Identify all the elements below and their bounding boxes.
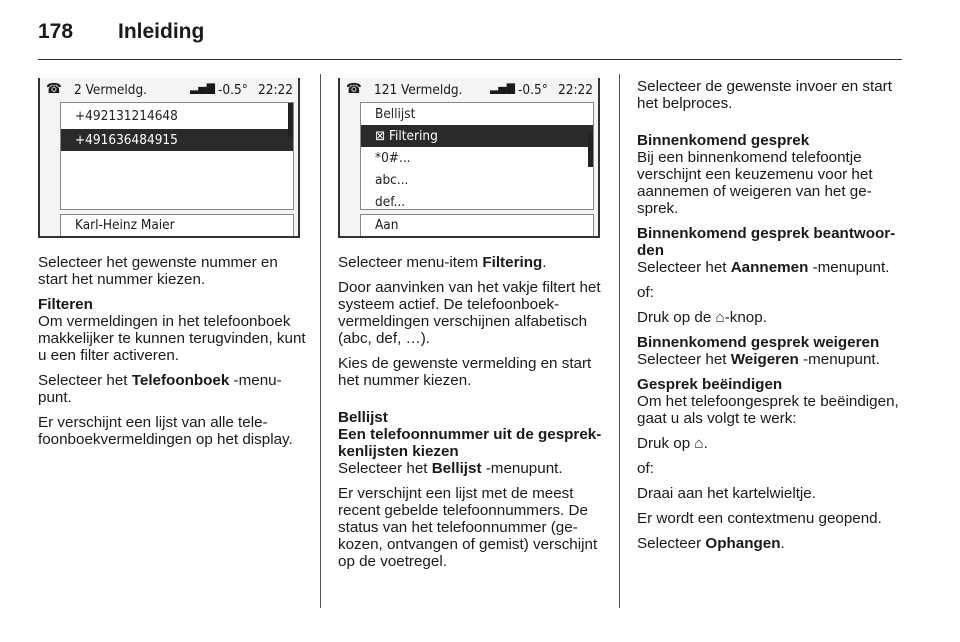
section-heading: Binnenkomend gesprek	[637, 132, 810, 149]
column-divider	[320, 74, 321, 608]
display-list	[60, 102, 294, 210]
handset-icon: ☎	[46, 81, 62, 97]
column-1-text	[38, 254, 308, 456]
menu-term: Aannemen	[730, 259, 809, 276]
paragraph: Druk op ⌂.	[637, 435, 708, 452]
list-item: *0#...	[375, 150, 411, 166]
paragraph: Door aanvinken van het vakje filtert het systeem actief. De telefoonboekvermeldingen verschijnen alfabetisch (abc, def, …).	[338, 279, 601, 347]
paragraph: Selecteer het gewenste nummer en start het nummer kiezen.	[38, 254, 278, 288]
menu-term: Telefoonboek	[131, 372, 230, 389]
section-subheading: Een telefoonnummer uit de gesprekkenlijsten kiezen	[338, 426, 602, 460]
display-list	[360, 102, 594, 210]
display-status-bar	[40, 78, 298, 100]
paragraph: Selecteer het Weigeren -menupunt.	[637, 351, 880, 368]
phone-display-screenshot-2	[338, 78, 600, 238]
signal-bars-icon: ▂▄▆	[190, 80, 215, 94]
list-item: +492131214648	[75, 108, 178, 124]
display-footer: Aan	[360, 214, 594, 236]
list-item: abc...	[375, 172, 409, 188]
calls-count: 2 Vermeldg.	[74, 82, 148, 98]
column-3-text	[637, 78, 905, 560]
paragraph: Er wordt een contextmenu geopend.	[637, 510, 882, 527]
menu-term: Ophangen	[705, 535, 781, 552]
clock: 22:22	[258, 82, 293, 98]
section-heading: Filteren	[38, 296, 93, 313]
paragraph: of:	[637, 284, 654, 301]
paragraph: Selecteer het Bellijst -menupunt.	[338, 460, 563, 477]
section-heading: Binnenkomend gesprek weigeren	[637, 334, 880, 351]
list-item: def...	[375, 194, 406, 210]
section-heading: Bellijst	[338, 409, 388, 426]
paragraph: Druk op de ⌂-knop.	[637, 309, 767, 326]
display-status-bar	[340, 78, 598, 100]
page-number: 178	[38, 20, 74, 43]
menu-term: Bellijst	[431, 460, 482, 477]
paragraph: Om het telefoongesprek te beëindigen, gaat u als volgt te werk:	[637, 393, 899, 427]
handset-icon: ☎	[346, 81, 362, 97]
paragraph: of:	[637, 460, 654, 477]
signal-bars-icon: ▂▄▆	[490, 80, 515, 94]
paragraph: Selecteer Ophangen.	[637, 535, 785, 552]
section-heading: Binnenkomend gesprek beantwoorden	[637, 225, 896, 259]
paragraph: Selecteer het Telefoonboek -menupunt.	[38, 372, 282, 406]
list-item: Bellijst	[375, 106, 416, 122]
paragraph: Selecteer het Aannemen -menupunt.	[637, 259, 890, 276]
paragraph: Er verschijnt een lijst met de meest recent gebelde telefoonnummers. De status van het telefoonnummer (gekozen, ontvangen of gemist) verschijnt op de voetregel.	[338, 485, 598, 570]
paragraph: Selecteer de gewenste invoer en start het belproces.	[637, 78, 892, 112]
menu-term: Weigeren	[730, 351, 799, 368]
scrollbar-indicator	[588, 133, 593, 167]
scrollbar-indicator	[288, 103, 293, 137]
page-title: Inleiding	[118, 20, 205, 43]
page-header	[38, 20, 902, 60]
temperature: -0.5°	[218, 82, 248, 98]
phone-button-icon: ⌂	[715, 309, 725, 326]
header-divider	[38, 59, 902, 60]
paragraph: Selecteer menu-item Filtering.	[338, 254, 547, 271]
menu-term: Filtering	[482, 254, 543, 271]
display-footer: Karl-Heinz Maier	[60, 214, 294, 236]
paragraph: Om vermeldingen in het telefoonboek makkelijker te kunnen terugvinden, kunt u een filter activeren.	[38, 313, 306, 364]
paragraph: Draai aan het kartelwieltje.	[637, 485, 816, 502]
list-item-selected: +491636484915	[61, 129, 293, 151]
paragraph: Er verschijnt een lijst van alle telefoonboekvermeldingen op het display.	[38, 414, 293, 448]
phone-button-icon: ⌂	[694, 435, 704, 452]
temperature: -0.5°	[518, 82, 548, 98]
column-divider	[619, 74, 620, 608]
section-heading: Gesprek beëindigen	[637, 376, 783, 393]
clock: 22:22	[558, 82, 593, 98]
paragraph: Bij een binnenkomend telefoontje verschijnt een keuzemenu voor het aannemen of weigeren van het gesprek.	[637, 149, 873, 217]
phone-display-screenshot-1	[38, 78, 300, 238]
column-2-text	[338, 254, 606, 578]
list-item-selected: ⊠ Filtering	[361, 125, 593, 147]
calls-count: 121 Vermeldg.	[374, 82, 463, 98]
paragraph: Kies de gewenste vermelding en start het nummer kiezen.	[338, 355, 592, 389]
